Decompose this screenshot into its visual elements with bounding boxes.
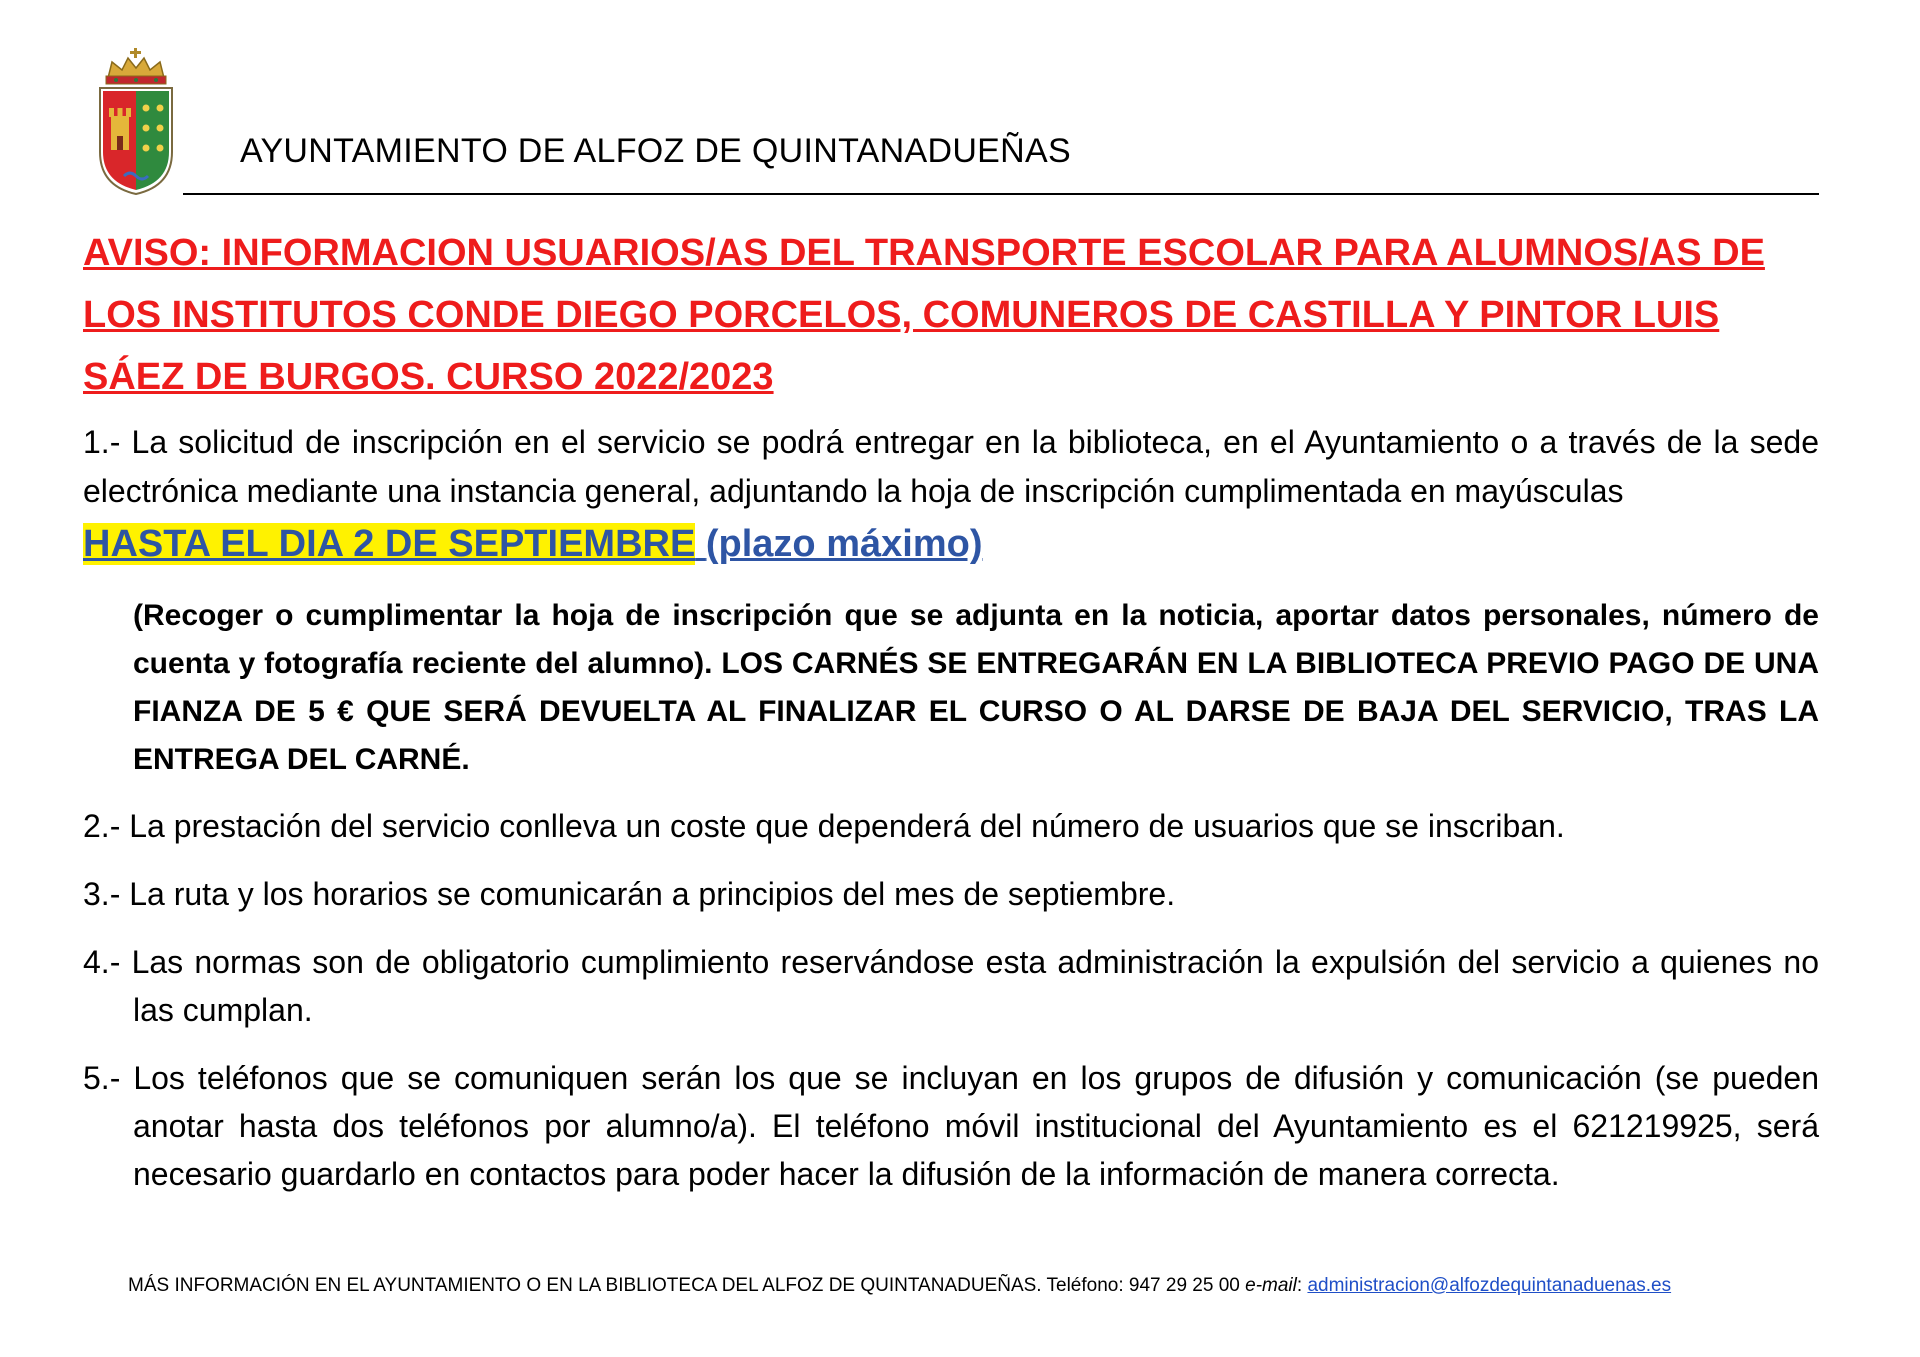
footer-text: MÁS INFORMACIÓN EN EL AYUNTAMIENTO O EN LA BIBLIOTECA DEL ALFOZ DE QUINTANADUEÑAS. Teléfono: 947 29 25 00 [128,1275,1240,1296]
organization-name: AYUNTAMIENTO DE ALFOZ DE QUINTANADUEÑAS [240,132,1071,170]
footer: MÁS INFORMACIÓN EN EL AYUNTAMIENTO O EN LA BIBLIOTECA DEL ALFOZ DE QUINTANADUEÑAS. Teléfono: 947 29 25 00 e-mail: administracion@alfozdequintanaduenas.es [128,1275,1672,1296]
footer-email-label: e-mail [1245,1275,1297,1296]
coat-of-arms-icon [94,48,178,198]
item-4: 4.- Las normas son de obligatorio cumplimiento reservándose esta administración la expulsión del servicio a quienes no las cumplan. [83,944,1819,1028]
item-3: 3.- La ruta y los horarios se comunicarán a principios del mes de septiembre. [83,876,1176,912]
deadline-highlight: HASTA EL DIA 2 DE SEPTIEMBRE [83,523,696,565]
item-2: 2.- La prestación del servicio conlleva un coste que dependerá del número de usuarios que se inscriban. [83,808,1565,844]
deadline-line [83,516,1819,572]
item-1 [83,418,1819,784]
bold-note: (Recoger o cumplimentar la hoja de inscripción que se adjunta en la noticia, aportar datos personales, número de cuenta y fotografía reciente del alumno). LOS CARNÉS SE ENTREGARÁN EN LA BIBLIOTECA PREVIO PAGO DE UNA FIANZA DE 5 € QUE SERÁ DEVUELTA AL FINALIZAR EL CURSO O AL DARSE DE BAJA DEL SERVICIO, TRAS LA ENTREGA DEL CARNÉ. [133,599,1819,776]
item-5: 5.- Los teléfonos que se comuniquen serán los que se incluyan en los grupos de difusión y comunicación (se pueden anotar hasta dos teléfonos por alumno/a). El teléfono móvil institucional del Ayuntamiento es el 621219925, será necesario guardarlo en contactos para poder hacer la difusión de la información de manera correcta. [83,1060,1819,1192]
notice-title: AVISO: INFORMACION USUARIOS/AS DEL TRANSPORTE ESCOLAR PARA ALUMNOS/AS DE LOS INSTITUTOS CONDE DIEGO PORCELOS, COMUNEROS DE CASTILLA Y PINTOR LUIS SÁEZ DE BURGOS. CURSO 2022/2023 [83,232,1765,398]
footer-email-link[interactable]: administracion@alfozdequintanaduenas.es [1307,1275,1672,1296]
notice-body [83,222,1819,1198]
item-1-text: 1.- La solicitud de inscripción en el servicio se podrá entregar en la biblioteca, en el Ayuntamiento o a través de la sede electrónica mediante una instancia general, adjuntando la hoja de inscripción cumplimentada en mayúsculas [83,424,1819,509]
deadline-note: (plazo máximo) [705,523,983,565]
header-divider [183,193,1819,195]
